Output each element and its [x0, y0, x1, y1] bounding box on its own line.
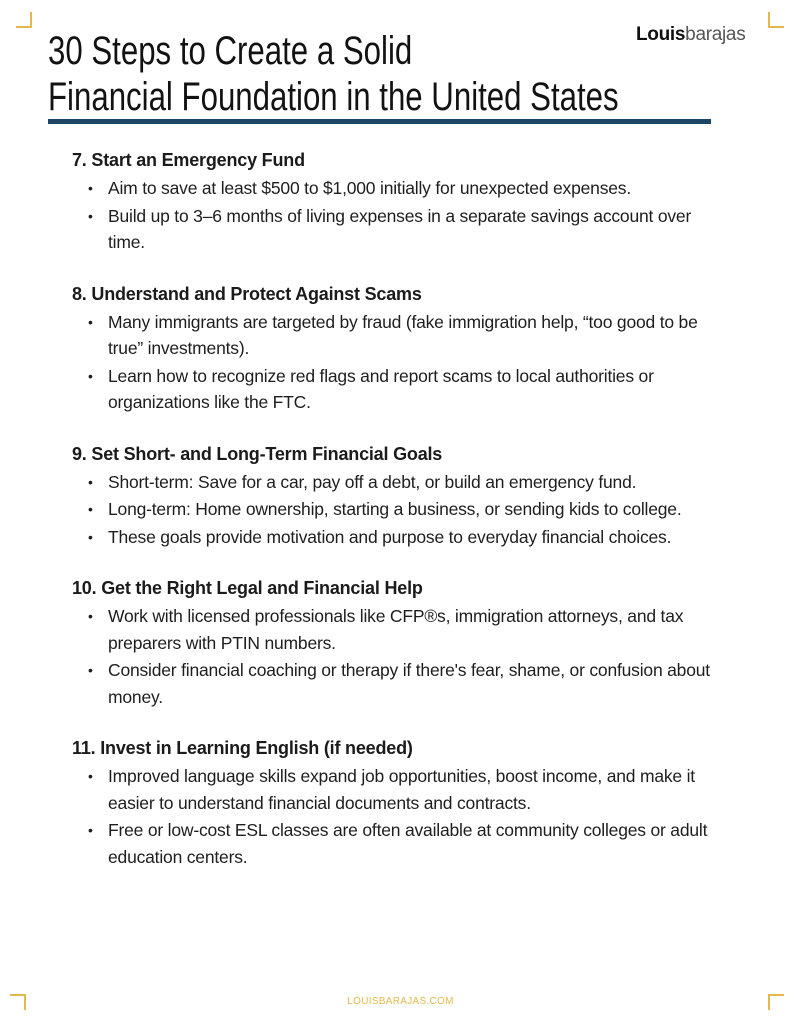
bullet-icon: •: [88, 662, 93, 678]
corner-mark-top-left: [16, 12, 32, 28]
bullet-icon: •: [88, 473, 93, 490]
bullet-icon: •: [88, 367, 93, 384]
brand-logo: [636, 24, 745, 46]
bullet-text: Aim to save at least $500 to $1,000 initially for unexpected expenses.: [108, 178, 631, 198]
list-item: [88, 175, 732, 202]
bullet-text: Build up to 3–6 months of living expenses in a separate savings account over time.: [108, 205, 692, 252]
step-section: [72, 282, 732, 416]
bullet-text: Improved language skills expand job opportunities, boost income, and make it easier to understand financial documents and contracts.: [108, 766, 695, 813]
step-heading: 8. Understand and Protect Against Scams: [72, 283, 422, 304]
step-heading: 7. Start an Emergency Fund: [72, 150, 305, 170]
step-section: [72, 576, 732, 710]
page-title: [48, 28, 619, 120]
footer-website: LOUISBARAJAS.COM: [347, 996, 454, 1007]
steps-content: [72, 148, 732, 896]
title-line-1: 30 Steps to Create a Solid: [48, 29, 413, 73]
bullet-icon: •: [88, 528, 93, 545]
list-item: [88, 363, 732, 416]
step-bullet-list: [72, 175, 732, 256]
list-item: [88, 657, 732, 710]
step-bullet-list: [72, 763, 732, 870]
bullet-icon: •: [88, 608, 93, 624]
bullet-text: Learn how to recognize red flags and report scams to local authorities or organizations like the FTC.: [108, 365, 654, 412]
logo-strong: Louis: [636, 24, 686, 45]
list-item: [88, 817, 732, 870]
bullet-text: These goals provide motivation and purpose to everyday financial choices.: [108, 526, 672, 547]
bullet-text: Long-term: Home ownership, starting a business, or sending kids to college.: [108, 499, 682, 519]
step-heading: 9. Set Short- and Long-Term Financial Goals: [72, 443, 443, 464]
bullet-text: Short-term: Save for a car, pay off a debt, or build an emergency fund.: [108, 471, 637, 492]
list-item: [88, 524, 732, 551]
bullet-icon: •: [88, 768, 93, 784]
step-section: [72, 442, 732, 551]
logo-light: barajas: [685, 24, 746, 45]
bullet-text: Consider financial coaching or therapy if there's fear, shame, or confusion about money.: [108, 660, 710, 707]
bullet-text: Many immigrants are targeted by fraud (fake immigration help, “too good to be true” investments).: [108, 311, 698, 358]
list-item: [88, 496, 732, 523]
step-heading: 11. Invest in Learning English (if needed): [72, 738, 413, 758]
step-heading: 10. Get the Right Legal and Financial Help: [72, 578, 423, 598]
bullet-icon: •: [88, 207, 93, 224]
bullet-icon: •: [88, 180, 93, 196]
bullet-icon: •: [88, 313, 93, 330]
step-bullet-list: [72, 469, 732, 551]
list-item: [88, 203, 732, 256]
step-section: [72, 148, 732, 256]
list-item: [88, 469, 732, 496]
step-section: [72, 736, 732, 870]
list-item: [88, 603, 732, 656]
step-bullet-list: [72, 603, 732, 710]
bullet-text: Work with licensed professionals like CFP®s, immigration attorneys, and tax preparers with PTIN numbers.: [108, 606, 684, 653]
bullet-icon: •: [88, 822, 93, 838]
step-bullet-list: [72, 309, 732, 416]
list-item: [88, 763, 732, 816]
list-item: [88, 309, 732, 362]
title-underline: [48, 119, 711, 124]
bullet-text: Free or low-cost ESL classes are often available at community colleges or adult education centers.: [108, 820, 708, 867]
corner-mark-top-right: [768, 12, 784, 28]
bullet-icon: •: [88, 501, 93, 517]
title-line-2: Financial Foundation in the United States: [48, 75, 619, 119]
